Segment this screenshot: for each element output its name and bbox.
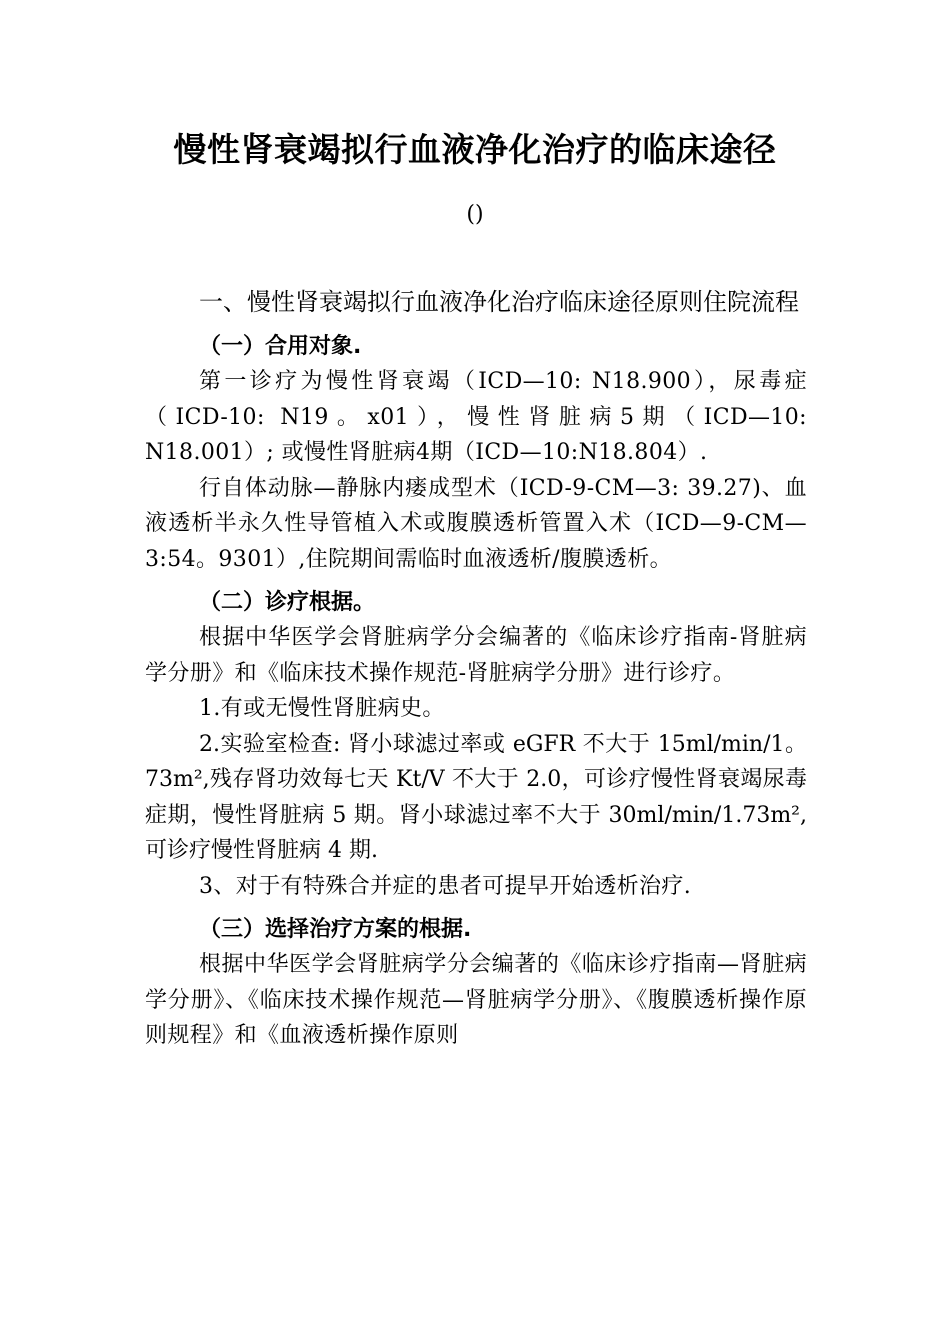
document-body xyxy=(145,283,807,1054)
paragraph-early-dialysis: 3、对于有特殊合并症的患者可提早开始透析治疗. xyxy=(199,873,692,899)
document-title: 慢性肾衰竭拟行血液净化治疗的临床途径 xyxy=(173,130,777,169)
subsection-heading-treatment: （三）选择治疗方案的根据. xyxy=(199,917,472,942)
paragraph-diagnosis-codes: 第一诊疗为慢性肾衰竭（ICD—10: N18.900），尿毒症（ICD-10: N19。x01），慢性肾脏病5期（ICD—10: N18.001）; 或慢性肾脏病4期（ICD—10:N18.804）. xyxy=(145,369,807,465)
subsection-heading-scope: （一）合用对象. xyxy=(199,334,362,359)
paragraph-lab-tests: 2.实验室检查: 肾小球滤过率或 eGFR 不大于 15ml/min/1。73m²,残存肾功效每七天 Kt/V 不大于 2.0，可诊疗慢性肾衰竭尿毒症期，慢性肾脏病 5 期。肾小球滤过率不大于 30ml/min/1.73m²,可诊疗慢性肾脏病 4 期. xyxy=(145,731,807,863)
section-heading: 一、慢性肾衰竭拟行血液净化治疗临床途径原则住院流程 xyxy=(199,288,799,316)
paragraph-guidelines: 根据中华医学会肾脏病学分会编著的《临床诊疗指南-肾脏病学分册》和《临床技术操作规范-肾脏病学分册》进行诊疗。 xyxy=(145,625,807,686)
paragraph-procedure-codes: 行自体动脉—静脉内瘘成型术（ICD-9-CM—3: 39.27)、血液透析半永久性导管植入术或腹膜透析管置入术（ICD—9-CM—3:54。9301）,住院期间需临时血液透析/腹膜透析。 xyxy=(145,475,807,572)
subsection-heading-basis: （二）诊疗根据。 xyxy=(199,590,376,615)
document-subtitle: () xyxy=(466,202,484,227)
paragraph-treatment-basis: 根据中华医学会肾脏病学分会编著的《临床诊疗指南—肾脏病学分册》、《临床技术操作规范—肾脏病学分册》、《腹膜透析操作原则规程》和《血液透析操作原则 xyxy=(145,952,807,1048)
paragraph-history: 1.有或无慢性肾脏病史。 xyxy=(199,696,445,721)
